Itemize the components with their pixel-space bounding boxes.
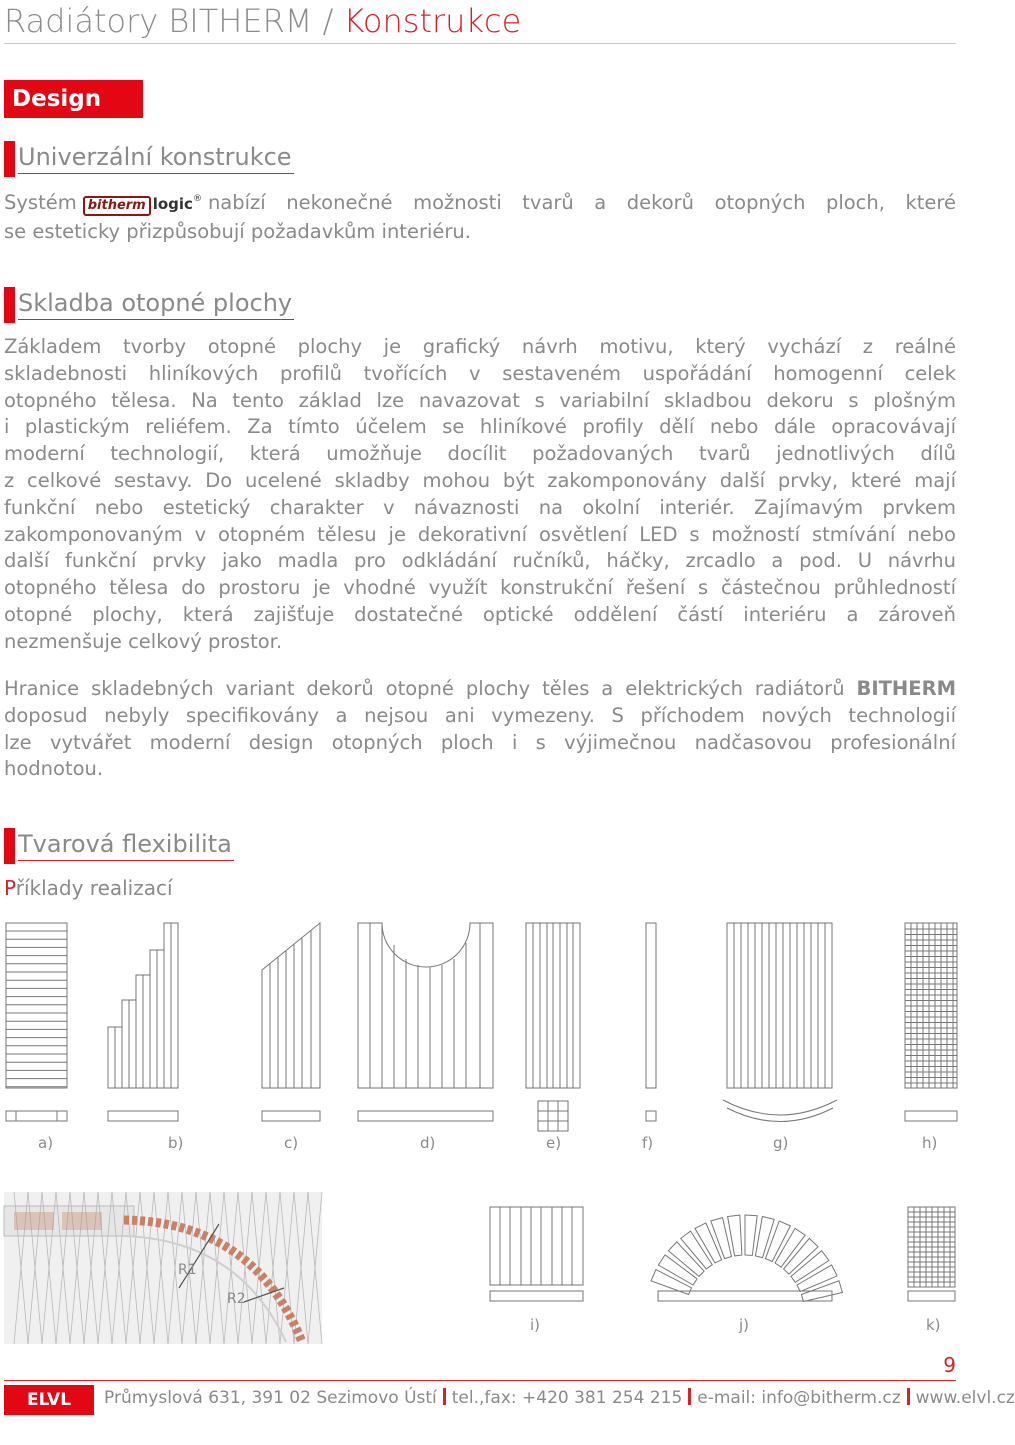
universal-paragraph xyxy=(4,188,956,246)
paragraph-line: lze vytvářet moderní design otopných ploch i s výjimečnou nadčasovou profesionální xyxy=(4,730,956,754)
text-after-logo: nabízí nekonečné možnosti tvarů a dekorů otopných ploch, které xyxy=(207,191,956,215)
heading-bar xyxy=(4,287,15,323)
example-j-drawing xyxy=(651,1215,842,1302)
radius-label-r2: R2 xyxy=(227,1291,246,1307)
universal-line-1 xyxy=(4,188,956,219)
paragraph-line: nezmenšuje celkový prostor. xyxy=(4,629,283,653)
text-before-logo: Systém xyxy=(4,191,77,215)
footer-company: ELVL s.r.o. xyxy=(4,1385,94,1415)
design-label: Design xyxy=(4,80,143,118)
footer-divider xyxy=(4,1380,956,1381)
paragraph-line: otopného tělesa do prostoru je vhodné využít konstrukční řešení s částečnou průhledností xyxy=(4,576,956,600)
heading-text: Skladba otopné plochy xyxy=(18,287,294,320)
example-label: a) xyxy=(38,1134,54,1152)
universal-line-2: se esteticky přizpůsobují požadavkům interiéru. xyxy=(4,220,471,244)
example-b-drawing xyxy=(108,923,178,1121)
logo-mark: ® xyxy=(192,194,202,204)
heading-text: Tvarová flexibilita xyxy=(18,828,234,861)
paragraph-line: zakomponovaným v otopném tělesu je dekorativní osvětlení LED s možností stmívání nebo xyxy=(4,522,956,546)
example-label: d) xyxy=(420,1134,436,1152)
page-number: 9 xyxy=(943,1353,956,1377)
example-a-drawing xyxy=(6,923,67,1121)
title-prefix: Radiátory BITHERM / xyxy=(4,2,344,40)
example-label: i) xyxy=(530,1316,541,1334)
brand-name: BITHERM xyxy=(856,677,956,700)
example-label: b) xyxy=(168,1134,184,1152)
paragraph-line: Základem tvorby otopné plochy je grafický návrh motivu, který vychází z reálné xyxy=(4,335,956,358)
universal-line-1-rest xyxy=(208,190,956,217)
heading-bar xyxy=(4,828,15,864)
logo-word1: bitherm xyxy=(83,196,151,216)
paragraph-line: hodnotou. xyxy=(4,757,104,781)
footer-contact xyxy=(104,1388,1015,1408)
title-divider xyxy=(4,43,956,44)
bitherm-logic-logo xyxy=(83,186,202,217)
footer-phone: tel.,fax: +420 381 254 215 xyxy=(451,1388,683,1408)
paragraph-line: i plastickým reliéfem. Za tímto účelem se hliníkové profily dělí nebo dále opracovávají xyxy=(4,415,956,439)
footer-separator xyxy=(907,1388,910,1405)
example-c-drawing xyxy=(262,923,320,1121)
footer-separator xyxy=(688,1388,691,1405)
composition-paragraph xyxy=(4,334,956,656)
footer-email[interactable]: e-mail: info@bitherm.cz xyxy=(697,1388,901,1408)
paragraph-line: doposud nebyly specifikovány a nejsou ani vymezeny. S příchodem nových technologií xyxy=(4,703,956,727)
paragraph-line: skladebnosti hliníkových profilů tvořících v sestaveném uspořádání homogenní celek xyxy=(4,361,956,385)
title-accent: Konstrukce xyxy=(343,2,522,40)
example-label: e) xyxy=(546,1134,562,1152)
example-k-drawing xyxy=(908,1207,955,1301)
example-label: j) xyxy=(739,1316,750,1334)
examples-subheading xyxy=(4,876,173,900)
footer-address: Průmyslová 631, 391 02 Sezimovo Ústí xyxy=(104,1388,437,1408)
example-f-drawing xyxy=(646,923,656,1121)
examples-row-2-drawings xyxy=(0,1195,960,1310)
paragraph-line: moderní technologií, která umožňuje docílit požadovaných tvarů jednotlivých dílů xyxy=(4,442,956,466)
paragraph-line: funkční nebo estetický charakter v návaznosti na okolní interiér. Zajímavým prvkem xyxy=(4,495,956,519)
example-label: k) xyxy=(926,1316,941,1334)
footer-web[interactable]: www.elvl.cz xyxy=(915,1388,1015,1408)
subheading-rest: říklady realizací xyxy=(15,876,173,900)
paragraph-line: z celkové sestavy. Do ucelené skladby mohou být zakomponovány další prvky, které mají xyxy=(4,468,956,492)
example-e-drawing xyxy=(526,923,580,1131)
example-i-drawing xyxy=(490,1207,583,1301)
subheading-first-letter: P xyxy=(4,876,16,900)
paragraph-line: otopné plochy, která zajišťuje dostatečné optické oddělení částí interiéru a zároveň xyxy=(4,602,956,626)
paragraph-line: Hranice skladebných variant dekorů otopné plochy těles a elektrických radiátorů BITHERM xyxy=(4,677,956,700)
example-h-drawing xyxy=(905,923,957,1121)
example-label: f) xyxy=(642,1134,654,1152)
logo-word2: logic xyxy=(152,194,193,213)
page-title xyxy=(4,2,521,40)
heading-text: Univerzální konstrukce xyxy=(18,141,294,174)
heading-bar xyxy=(4,141,15,177)
example-label: g) xyxy=(773,1134,789,1152)
example-label: c) xyxy=(284,1134,299,1152)
example-g-drawing xyxy=(723,923,837,1122)
example-d-drawing xyxy=(358,923,493,1121)
examples-row-1-drawings xyxy=(0,915,960,1130)
example-label: h) xyxy=(922,1134,938,1152)
paragraph-line: otopného tělesa. Na tento základ lze navazovat s variabilní skladbou dekoru s plošným xyxy=(4,388,956,412)
composition-paragraph-2 xyxy=(4,676,956,783)
radius-label-r1: R1 xyxy=(178,1262,197,1278)
footer-separator xyxy=(443,1388,446,1405)
paragraph-line: další funkční prvky jako madla pro odkládání ručníků, háčky, zrcadlo a pod. U návrhu xyxy=(4,549,956,573)
